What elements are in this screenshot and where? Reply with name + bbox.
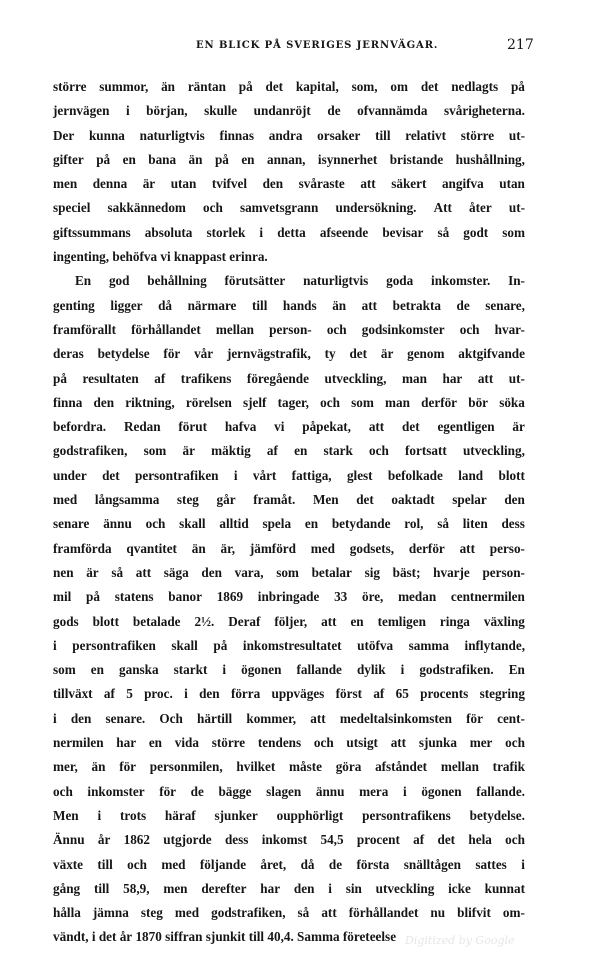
text-line: vändt, i det år 1870 siffran sjunkit till 40,4. Samma företeelse — [53, 929, 397, 945]
scan-watermark: Digitized by Google — [405, 934, 515, 947]
text-line: större summor, än räntan på det kapital, som, om det nedlagts på — [53, 79, 525, 94]
text-line: finna den riktning, rörelsen sjelf tager, och som man derför bör söka — [53, 394, 525, 410]
text-line: gods blott betalade 2½. Deraf följer, att en temligen ringa växling — [53, 613, 525, 629]
text-line: framförda qvantitet än är, jämförd med godsets, derför att perso- — [53, 540, 525, 556]
text-line: under det persontrafiken i vårt fattiga, glest befolkade land blott — [53, 467, 525, 483]
text-line: En god behållning förutsätter naturligtvis goda inkomster. In- — [75, 273, 525, 289]
text-line: mil på statens banor 1869 inbringade 33 öre, medan centnermilen — [53, 589, 525, 605]
text-line: deras betydelse för vår jernvägstrafik, ty det är genom aktgifvande — [53, 346, 525, 362]
text-line: speciel sakkännedom och samvetsgrann undersökning. Att åter ut- — [53, 200, 525, 216]
text-line: gång till 58,9, men derefter har den i sin utveckling icke kunnat — [53, 880, 525, 896]
page-header — [0, 34, 600, 56]
text-line: nermilen har en vida större tendens och utsigt att sjunka mer och — [53, 735, 525, 751]
text-line: hålla jämna steg med godstrafiken, så att förhållandet nu blifvit om- — [53, 905, 525, 921]
text-line: tillväxt af 5 proc. i den förra uppväges först af 65 procents stegring — [53, 686, 525, 702]
running-title: EN BLICK PÅ SVERIGES JERNVÄGAR. — [196, 40, 439, 51]
text-line: giftssummans absoluta storlek i detta afseende bevisar så godt som — [53, 224, 525, 240]
text-line: mer, än för personmilen, hvilket måste göra afståndet mellan trafik — [53, 759, 525, 775]
paragraph — [53, 75, 525, 269]
text-line: ingenting, behöfva vi knappast erinra. — [53, 249, 268, 265]
text-line: genting ligger då närmare till hands än att betrakta de senare, — [53, 297, 525, 313]
text-line: Ännu år 1862 utgjorde dess inkomst 54,5 procent af det hela och — [53, 832, 525, 848]
text-line: godstrafiken, som är mäktig af en stark och fortsatt utveckling, — [53, 443, 525, 459]
text-line: i den senare. Och härtill kommer, att medeltalsinkomsten för cent- — [53, 710, 525, 726]
text-line: som en ganska starkt i ögonen fallande dylik i godstrafiken. En — [53, 662, 525, 678]
text-line: i persontrafiken skall på inkomstresultatet utöfva samma inflytande, — [53, 637, 525, 653]
paragraph — [53, 269, 525, 949]
text-line: framförallt förhållandet mellan person- och godsinkomster och hvar- — [53, 321, 525, 337]
body-text — [53, 75, 525, 950]
text-line: men denna är utan tvifvel den svåraste att säkert angifva utan — [53, 176, 525, 192]
text-line: Der kunna naturligtvis finnas andra orsaker till relativt större ut- — [53, 127, 525, 143]
text-line: senare ännu och skall alltid spela en betydande rol, så liten dess — [53, 516, 525, 532]
text-line: nen är så att säga den vara, som betalar sig bäst; hvarje person- — [53, 564, 525, 580]
text-line: gifter på en bana än på en annan, isynnerhet bristande hushållning, — [53, 151, 525, 167]
text-line: på resultaten af trafikens föregående utveckling, man har att ut- — [53, 370, 525, 386]
text-line: och inkomster för de bägge slagen ännu mera i ögonen fallande. — [53, 783, 525, 799]
text-line: befordra. Redan förut hafva vi påpekat, att det egentligen är — [53, 419, 525, 435]
page-number: 217 — [507, 37, 534, 53]
text-line: växte till och med följande året, då de första snälltågen sattes i — [53, 856, 525, 872]
text-line: jernvägen i början, skulle undanröjt de ofvannämda svårigheterna. — [53, 103, 525, 119]
text-line: med långsamma steg går framåt. Men det oaktadt spelar den — [53, 492, 525, 508]
text-line: Men i trots häraf sjunker oupphörligt persontrafikens betydelse. — [53, 807, 525, 823]
